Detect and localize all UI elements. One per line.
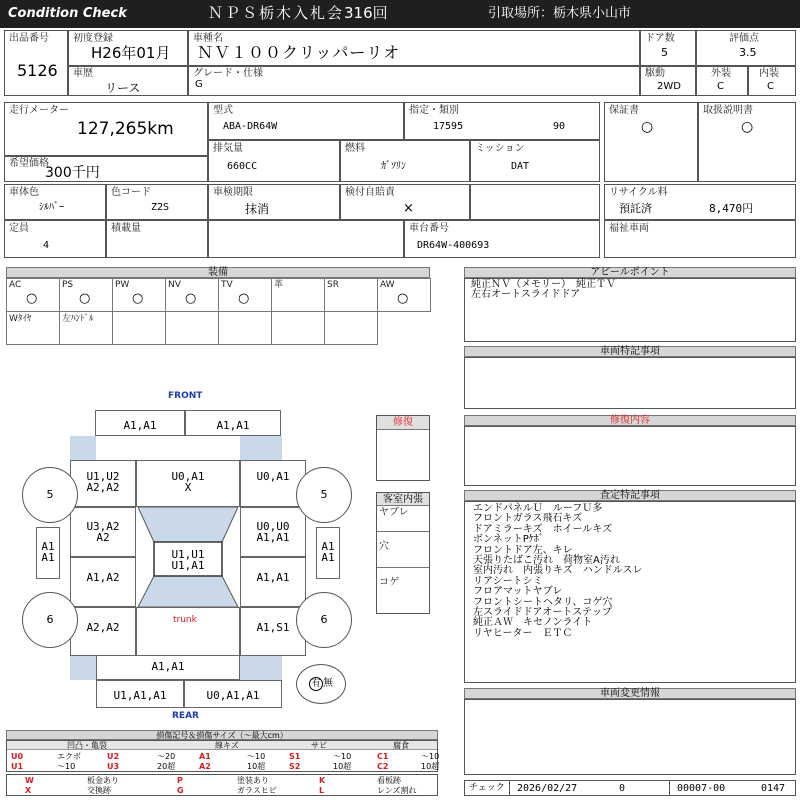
equipment-value: ○	[185, 291, 197, 306]
legend-desc: ～10	[57, 762, 76, 771]
sheet-title: Condition Check	[8, 6, 127, 21]
recycle-status: 預託済	[619, 202, 652, 215]
legend-cat-1: 凹凸・亀裂	[67, 741, 107, 750]
cabin-item-1: ヤブレ	[379, 507, 409, 518]
inspection-notes-lines	[473, 504, 643, 639]
score-label: 評価点	[729, 33, 759, 44]
text-line: 左スライドドアオートステップ	[473, 607, 612, 619]
score-cell	[696, 30, 796, 66]
text-line: 左右オートスライドドア	[471, 289, 581, 300]
color-value: ｼﾙﾊﾞｰ	[39, 202, 64, 213]
recycle-label: リサイクル料	[609, 187, 668, 198]
legend-desc: 板金あり	[87, 776, 119, 785]
ext-cell	[696, 66, 748, 96]
history-value: リース	[105, 81, 141, 95]
cabin-row-2	[377, 532, 429, 568]
door-rear-left: A1,A2	[70, 557, 136, 607]
price-value: 300千円	[45, 165, 100, 181]
legend-code: S1	[289, 752, 301, 761]
inspection-notes-box	[464, 501, 796, 683]
cabin-item-2: 穴	[379, 541, 389, 552]
legend-code: A1	[199, 752, 211, 761]
change-info-title: 車両変更情報	[464, 688, 796, 699]
tire-front-left: 5	[22, 467, 78, 523]
legend-code: U3	[107, 762, 120, 771]
check-code: 00007-00	[677, 783, 726, 794]
type-number: 17595	[433, 121, 464, 132]
mission-cell	[470, 140, 600, 182]
warranty-label: 保証書	[609, 105, 639, 116]
recycle-cell	[604, 184, 796, 220]
check-label: チェック	[469, 783, 505, 793]
cabin-row-1	[377, 506, 429, 532]
mileage-value: 127,265km	[77, 119, 174, 139]
welfare-label: 福祉車両	[609, 223, 649, 234]
auction-name: ＮＰＳ栃木入札会	[208, 4, 345, 22]
legend-code: S2	[289, 762, 301, 771]
drive-cell	[640, 66, 696, 96]
spare-tire	[296, 664, 346, 704]
legend-desc: ～10	[333, 752, 352, 761]
mission-label: ミッション	[475, 143, 525, 154]
cabin-row-3	[377, 568, 429, 613]
car-name-label: 車種名	[193, 33, 223, 44]
legend-desc: 交換跡	[87, 786, 111, 795]
tire-rear-right: 6	[296, 592, 352, 648]
hood: U0,A1 X	[136, 460, 240, 507]
inspection-value: 抹消	[245, 202, 270, 216]
model-label: 型式	[213, 105, 233, 116]
repair-box	[376, 415, 430, 481]
text-line: 純正ＡＷ キセノンライト	[473, 617, 593, 629]
spare-nashi: 無	[323, 678, 333, 689]
repair-content-title: 修復内容	[464, 415, 796, 426]
text-line: フロントガラス飛石キズ	[473, 513, 583, 525]
color-code-value: Z2S	[151, 202, 170, 213]
equipment-label: PS	[62, 280, 74, 290]
door-front-right: U0,U0 A1,A1	[240, 507, 306, 557]
rear-bumper-right: U0,A1,A1	[184, 680, 282, 708]
inspection-notes-title: 査定特記事項	[464, 490, 796, 501]
legend-desc: エクボ	[57, 752, 81, 761]
text-line: 純正ＮＶ（メモリー） 純正ＴＶ	[471, 279, 616, 290]
equipment-value: ○	[132, 291, 144, 306]
doors-value: 5	[661, 46, 668, 59]
chassis-label: 車台番号	[409, 223, 449, 234]
appeal-box	[464, 278, 796, 342]
warranty-value: ○	[641, 119, 654, 135]
load-label: 積載量	[111, 223, 141, 234]
grade-value: G	[195, 79, 203, 90]
price-label: 希望価格	[9, 158, 49, 169]
drive-value: 2WD	[657, 81, 681, 92]
front-bumper-left: A1,A1	[95, 410, 185, 436]
rear-gate: A1,A1	[96, 656, 240, 680]
drive-label: 駆動	[645, 68, 665, 79]
legend-code: U1	[11, 762, 24, 771]
int-cell	[748, 66, 796, 96]
legend-code: X	[25, 786, 32, 795]
car-name-value: ＮＶ１００クリッパーリオ	[197, 43, 401, 62]
rear-window	[138, 576, 238, 607]
legend-desc: 10超	[247, 762, 266, 771]
doors-label: ドア数	[645, 33, 675, 44]
ext-label: 外装	[711, 68, 731, 79]
equipment-value: ○	[26, 291, 38, 306]
lot-label: 出品番号	[9, 33, 49, 44]
text-line: ドアミラーキズ ホイールキズ	[473, 523, 613, 535]
text-line: フロントシートヘタリ、コゲ穴	[473, 596, 613, 608]
first-reg-label: 初度登録	[73, 33, 113, 44]
equipment-label: AC	[9, 280, 22, 290]
fender-front-right: U0,A1	[240, 460, 306, 507]
cabin-item-3: コゲ	[379, 577, 399, 588]
grade-label: グレード・仕様	[193, 68, 263, 79]
door-front-left: U3,A2 A2	[70, 507, 136, 557]
repair-title: 修復	[377, 416, 429, 430]
footer-bar	[464, 780, 796, 796]
score-value: 3.5	[739, 46, 757, 59]
legend-desc: 塗装あり	[237, 776, 269, 785]
equipment-label: TV	[221, 280, 233, 290]
legend-code: C1	[377, 752, 389, 761]
chassis-value: DR64W-400693	[417, 240, 490, 251]
quarter-right: A1,S1	[240, 607, 306, 656]
legend-desc: ガラスヒビ	[237, 786, 277, 795]
fender-front-left: U1,U2 A2,A2	[70, 460, 136, 507]
equipment-label-2: 左ﾊﾝﾄﾞﾙ	[62, 314, 94, 324]
text-line: リアシートシミ	[473, 575, 543, 587]
equipment-label: SR	[327, 280, 339, 290]
trunk-area	[136, 607, 240, 656]
front-label: FRONT	[168, 391, 203, 401]
equipment-label: PW	[115, 280, 130, 290]
legend-code: G	[177, 786, 184, 795]
model-value: ABA-DR64W	[223, 121, 278, 132]
equipment-title: 装備	[6, 267, 430, 278]
welfare-cell	[604, 220, 796, 258]
front-bumper-right: A1,A1	[185, 410, 281, 436]
legend-code: P	[177, 776, 183, 785]
side-step-left: A1 A1	[36, 527, 60, 579]
equipment-value: ○	[79, 291, 91, 306]
windshield	[138, 507, 238, 542]
legend-cat-2: 線キズ	[215, 741, 239, 750]
fuel-value: ｶﾞｿﾘﾝ	[381, 161, 406, 172]
displacement-label: 排気量	[213, 143, 243, 154]
legend-cat-3: サビ	[311, 741, 327, 750]
manual-cell	[698, 102, 796, 182]
legend-table-2	[6, 774, 438, 796]
color-label: 車体色	[9, 187, 39, 198]
legend-desc: 看板跡	[377, 776, 401, 785]
mission-value: DAT	[511, 161, 530, 172]
tire-rear-left: 6	[22, 592, 78, 648]
text-line: 室内汚れ 内張りキズ ハンドルスレ	[473, 565, 643, 577]
change-info-box	[464, 699, 796, 775]
equipment-label-2: Wﾀｲﾔ	[9, 314, 32, 324]
side-step-right: A1 A1	[316, 527, 340, 579]
legend-code: U0	[11, 752, 24, 761]
manual-label: 取扱説明書	[703, 105, 753, 116]
blank-cell-1	[470, 184, 600, 220]
legend-code: C2	[377, 762, 389, 771]
liability-label: 検付自賠責	[345, 187, 395, 198]
text-line: フロアマットヤブレ	[473, 586, 563, 598]
text-line: ボンネットPｹﾎﾞ	[473, 534, 544, 546]
text-line: フロントドア左、キレ	[473, 544, 573, 556]
text-line: リヤヒーター ＥＴＣ	[473, 627, 573, 639]
quarter-left: A2,A2	[70, 607, 136, 656]
int-value: C	[767, 81, 774, 92]
int-label: 内装	[759, 68, 779, 79]
legend-desc: ～20	[157, 752, 176, 761]
legend-title: 損傷記号＆損傷サイズ（～最大cm）	[6, 730, 438, 740]
legend-cat-4: 腐食	[393, 741, 409, 750]
rear-label: REAR	[172, 711, 199, 721]
mileage-label: 走行メーター	[9, 105, 69, 116]
class-number: 90	[553, 121, 566, 132]
capacity-label: 定員	[9, 223, 29, 234]
equipment-label: AW	[380, 280, 395, 290]
tire-front-right: 5	[296, 467, 352, 523]
legend-code: A2	[199, 762, 211, 771]
liability-value: ×	[403, 201, 414, 216]
check-count: 0	[619, 783, 626, 794]
history-label: 車歴	[73, 68, 93, 79]
manual-value: ○	[741, 119, 754, 135]
appeal-lines	[471, 280, 616, 300]
legend-desc: ～10	[421, 752, 440, 761]
capacity-value: 4	[43, 240, 50, 251]
check-date: 2026/02/27	[517, 783, 578, 794]
text-line: エンドパネルＵ ルーフＵ多	[473, 503, 603, 514]
equipment-label: 革	[274, 280, 284, 290]
cabin-title: 客室内張	[377, 493, 429, 506]
legend-table-1	[6, 740, 438, 772]
spare-ari: 有	[309, 677, 323, 691]
pickup-location: 引取場所：栃木県小山市	[488, 6, 632, 21]
trunk-label: trunk	[173, 615, 197, 625]
special-title: 車両特記事項	[464, 346, 796, 357]
inspection-label: 車検期限	[213, 187, 253, 198]
door-rear-right: A1,A1	[240, 557, 306, 607]
equipment-value: ○	[397, 291, 409, 306]
legend-code: K	[319, 776, 326, 785]
rear-bumper-left: U1,A1,A1	[96, 680, 184, 708]
lot-number: 5126	[17, 61, 58, 80]
legend-desc: レンズ割れ	[377, 786, 417, 795]
check-num: 0147	[761, 783, 786, 794]
cabin-box	[376, 492, 430, 614]
doors-cell	[640, 30, 696, 66]
auction-round: 316回	[344, 4, 388, 22]
color-code-label: 色コード	[111, 187, 151, 198]
legend-code: L	[319, 786, 325, 795]
repair-content-box	[464, 426, 796, 486]
appeal-title: アピールポイント	[464, 267, 796, 278]
text-line: 天張りたばこ汚れ 荷物室A汚れ	[473, 555, 620, 567]
legend-desc: 10超	[333, 762, 352, 771]
legend-code: W	[25, 776, 34, 785]
equipment-value: ○	[238, 291, 250, 306]
legend-desc: 20超	[157, 762, 176, 771]
displacement-value: 660CC	[227, 161, 258, 172]
first-reg-value: H26年01月	[91, 44, 171, 62]
recycle-fee: 8,470円	[709, 202, 754, 215]
equipment-label: NV	[168, 280, 181, 290]
fuel-label: 燃料	[345, 143, 365, 154]
legend-desc: ～10	[247, 752, 266, 761]
warranty-cell	[604, 102, 698, 182]
legend-code: U2	[107, 752, 120, 761]
special-box	[464, 357, 796, 409]
roof: U1,U1 U1,A1	[171, 548, 205, 572]
ext-value: C	[717, 81, 724, 92]
type-label: 指定・類別	[409, 105, 459, 116]
legend-desc: 10超	[421, 762, 440, 771]
